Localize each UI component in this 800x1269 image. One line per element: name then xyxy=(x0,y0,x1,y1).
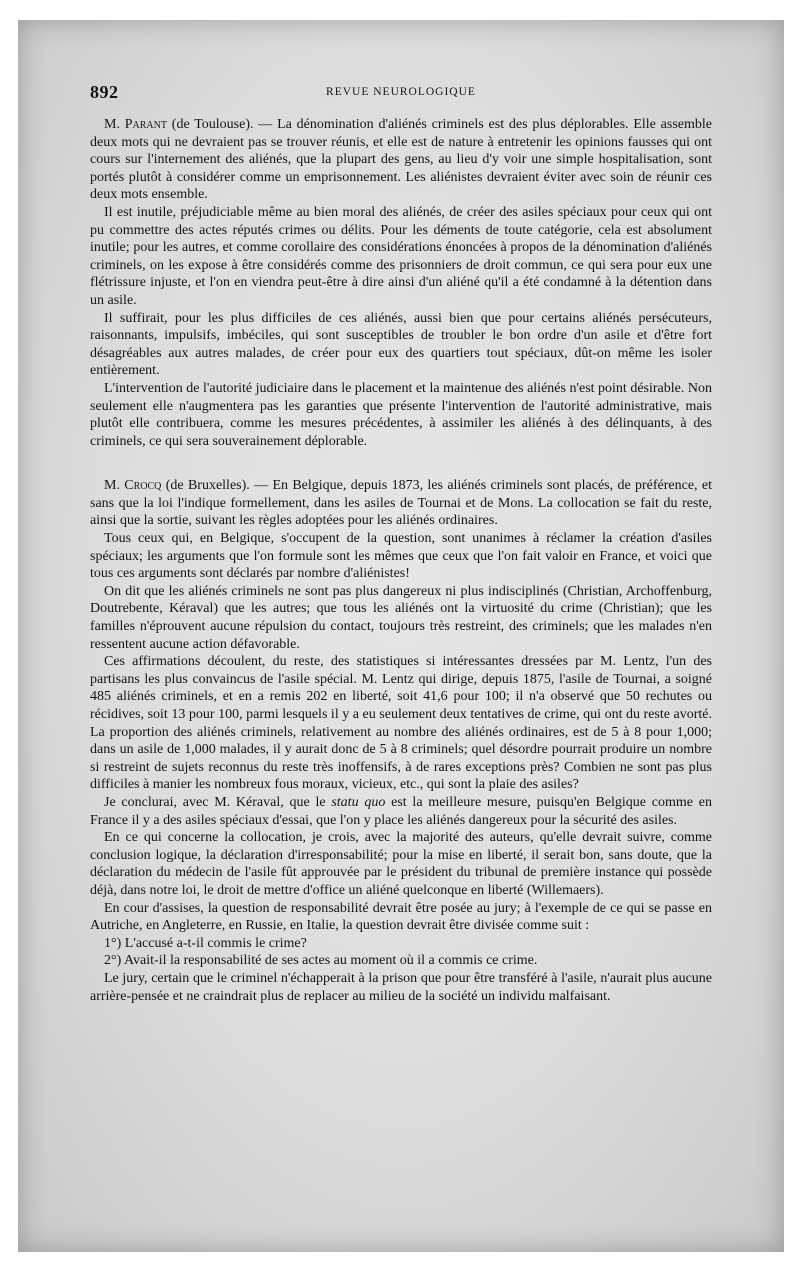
paragraph-parant-intro xyxy=(90,116,712,204)
paragraph: Le jury, certain que le criminel n'échapperait à la prison que pour être transféré à l'asile, n'aurait plus aucune arrière-pensée et ne craindrait plus de replacer au milieu de la société un individu malfaisant. xyxy=(90,970,712,1004)
paragraph: Ces affirmations découlent, du reste, des statistiques si intéressantes dressées par M. Lentz, l'un des partisans les plus convaincus de l'asile spécial. M. Lentz qui dirige, depuis 1875, l'asile de Tournai, a soigné 485 aliénés criminels, et en a remis 202 en liberté, soit 41,6 pour 100; il n'a observé que 50 rechutes ou récidives, soit 13 pour 100, parmi lesquels il y a eu seulement deux tentatives de crime, qui ont du reste avorté. La proportion des aliénés criminels, relativement au nombre des aliénés ordinaires, est de 5 à 8 pour 1,000; dans un asile de 1,000 malades, il y aurait donc de 5 à 8 criminels; quel désordre pourrait produire un nombre si restreint de sujets reconnus du reste très inoffensifs, à de rares exceptions près? Combien ne sont pas plus difficiles à manier les nombreux fous moraux, vicieux, etc., qui sont la plaie des asiles? xyxy=(90,654,712,793)
document-page xyxy=(90,80,712,1005)
paragraph: En ce qui concerne la collocation, je crois, avec la majorité des auteurs, qu'elle devrait suivre, comme conclusion logique, la déclaration d'irresponsabilité; pour la mise en liberté, il serait bon, sans doute, que la déclaration du médecin de l'asile fût approuvée par le président du tribunal de première instance qui possède déjà, dans notre loi, le droit de mettre d'office un aliéné quelconque en liberté (Willemaers). xyxy=(90,830,712,898)
paragraph-statu-quo xyxy=(90,794,712,829)
paragraph-text: (de Bruxelles). — En Belgique, depuis 1873, les aliénés criminels sont placés, de préférence, et sans que la loi l'indique formellement, dans les asiles de Tournai et de Mons. La collocation se fait du reste, ainsi que la sortie, suivant les règles adoptées pour les aliénés ordinaires. xyxy=(90,478,712,529)
paragraph: Il est inutile, préjudiciable même au bien moral des aliénés, de créer des asiles spéciaux pour ceux qui ont pu commettre des actes réputés crimes ou délits. Pour les déments de toute catégorie, cela est absolument inutile; pour les autres, et comme corollaire des considérations énoncées à propos de la dénomination d'aliénés criminels, on les expose à être considérés comme des prisonniers de droit commun, ce qui sera pour eux une flétrissure injuste, et l'on en viendra peut-être à dire ainsi d'un aliéné qu'il a été condamné à la détention dans un asile. xyxy=(90,204,712,308)
paragraph-text: est la meilleure mesure, puisqu'en Belgique comme en France il y a des asiles spéciaux d'essai, que l'on y place les aliénés dangereux pour la sécurité des asiles. xyxy=(90,794,712,828)
paragraph: En cour d'assises, la question de responsabilité devrait être posée au jury; à l'exemple de ce qui se passe en Autriche, en Angleterre, en Russie, en Italie, la question devrait être divisée comme suit : xyxy=(90,900,712,934)
journal-title: REVUE NEUROLOGIQUE xyxy=(326,86,476,98)
paragraph: L'intervention de l'autorité judiciaire dans le placement et la maintenue des aliénés n'est point désirable. Non seulement elle n'augmentera pas les garanties que présente l'intervention de l'autorité administrative, mais plutôt elle contribuera, comme les mesures précédentes, à assimiler les aliénés à des délinquants, à des criminels, ce qui sera souverainement déplorable. xyxy=(90,380,712,449)
question-item: 1°) L'accusé a-t-il commis le crime? xyxy=(104,935,307,951)
speaker-name: M. Crocq xyxy=(104,478,162,494)
paragraph-crocq-intro xyxy=(90,477,712,530)
question-item: 2°) Avait-il la responsabilité de ses actes au moment où il a commis ce crime. xyxy=(104,953,538,969)
body-text xyxy=(90,116,712,1005)
section-separator xyxy=(90,450,712,477)
page-number: 892 xyxy=(90,82,119,102)
speaker-name: M. Parant xyxy=(104,117,167,132)
paragraph: On dit que les aliénés criminels ne sont pas plus dangereux ni plus indisciplinés (Christian, Archoffenburg, Doutrebente, Kéraval) que les autres; que tous les aliénés ont la virtuosité du crime (Christian); que les familles n'éprouvent aucune répulsion du contact, toujours très restreint, des criminels; que les malades n'en ressentent aucune action défavorable. xyxy=(90,583,712,652)
paragraph-text: Je conclurai, avec M. Kéraval, que le xyxy=(104,794,332,810)
italic-phrase: statu quo xyxy=(331,794,386,810)
paragraph: Il suffirait, pour les plus difficiles de ces aliénés, aussi bien que pour certains aliénés persécuteurs, raisonnants, impulsifs, imbéciles, qui sont susceptibles de troubler le bon ordre d'un asile et d'être fort désagréables aux autres malades, de créer pour eux des quartiers tout spéciaux, dût-on même les isoler entièrement. xyxy=(90,310,712,379)
paragraph: Tous ceux qui, en Belgique, s'occupent de la question, sont unanimes à réclamer la création d'asiles spéciaux; les arguments que l'on formule sont les mêmes que ceux que l'on fait valoir en France, et voici que tous ces arguments sont déclarés par nombre d'aliénistes! xyxy=(90,531,712,582)
paragraph-text: (de Toulouse). — La dénomination d'aliénés criminels est des plus déplorables. Elle assemble deux mots qui ne devraient pas se trouver réunis, et elle est de nature à entretenir les opinions fausses qui ont cours sur l'internement des aliénés, que la plupart des gens, au lieu d'y voir une simple hospitalisation, sont portés plutôt à considérer comme un emprisonnement. Les aliénistes devraient éviter avec soin de réunir ces deux mots ensemble. xyxy=(90,117,712,203)
running-header xyxy=(90,80,712,106)
